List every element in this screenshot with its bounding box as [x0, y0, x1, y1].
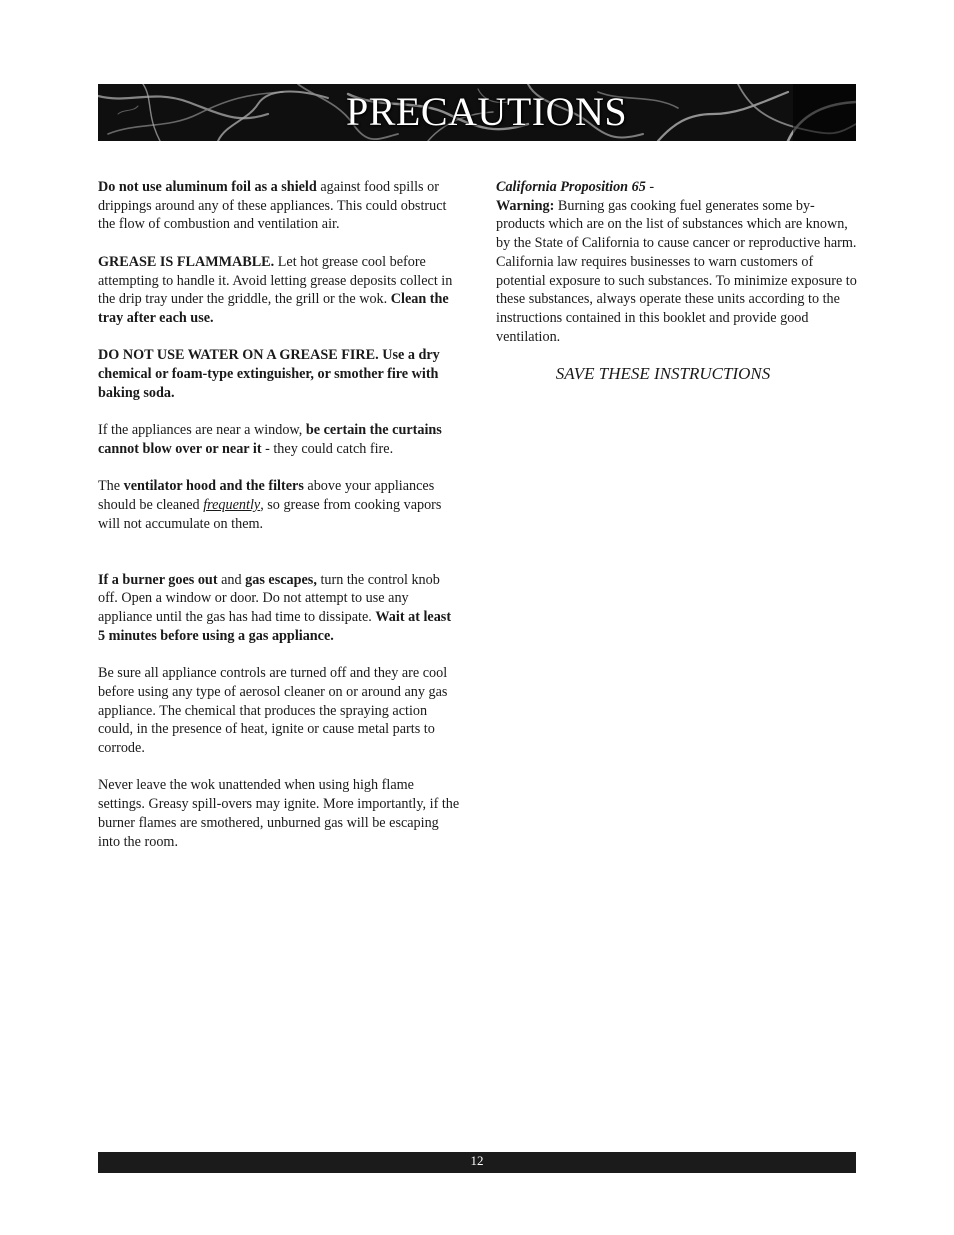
burner-out-warning	[98, 571, 460, 646]
header-banner	[98, 84, 856, 141]
curtains-warning	[98, 421, 460, 458]
bold-text: gas escapes,	[245, 571, 317, 588]
bold-text: DO NOT USE WATER ON A GREASE FIRE. Use a dry chemical or foam-type extinguisher, or smother fire with baking soda.	[98, 347, 440, 401]
prop65-dash: -	[645, 179, 655, 195]
bold-text: If a burner goes out	[98, 571, 218, 588]
body-text: Be sure all appliance controls are turned off and they are cool before using any type of aerosol cleaner on or around any gas appliance. The chemical that produces the spraying action could, in the presence of heat, ignite or cause metal parts to corrode.	[98, 665, 448, 756]
bold-text: be certain the curtains cannot blow over or near it	[98, 422, 442, 457]
aluminum-foil-warning	[98, 178, 460, 234]
body-text: The	[98, 478, 124, 495]
page-title: PRECAUTIONS	[346, 89, 628, 134]
grease-flammable-warning	[98, 253, 460, 328]
body-text: against food spills or drippings around any of these appliances. This could obstruct the flow of combustion and ventilation air.	[98, 179, 447, 233]
save-instructions: SAVE THESE INSTRUCTIONS	[555, 364, 771, 384]
bold-text: Wait at least 5 minutes before using a gas appliance.	[98, 609, 452, 644]
prop65-warning	[496, 178, 858, 346]
warning-text: Burning gas cooking fuel generates some by-products which are on the list of substances which are known, by the State of California to cause cancer or reproductive harm. California law requires businesses to warn customers of potential exposure to such substances. To minimize exposure to these substances, always operate these units according to the instructions contained in this booklet and provide good ventilation.	[496, 197, 857, 345]
body-text: turn the control knob off. Open a window or door. Do not attempt to use any appliance until the gas has had time to dissipate.	[98, 571, 440, 626]
body-text: If the appliances are near a window,	[98, 422, 306, 439]
bold-text: GREASE IS FLAMMABLE.	[98, 253, 275, 270]
underlined-text: frequently	[203, 496, 261, 513]
body-text: Never leave the wok unattended when using high flame settings. Greasy spill-overs may ignite. More importantly, if the burner flames are smothered, unburned gas will be escaping into the room.	[98, 777, 460, 850]
body-text: - they could catch fire.	[261, 440, 394, 457]
bold-text: Clean the tray after each use.	[98, 291, 449, 326]
left-column	[98, 178, 460, 870]
body-text: and	[217, 571, 246, 588]
aerosol-cleaner-warning	[98, 664, 460, 758]
wok-unattended-warning	[98, 776, 460, 851]
prop65-heading: California Proposition 65	[496, 179, 646, 195]
right-column	[496, 178, 858, 384]
bold-text: Do not use aluminum foil as a shield	[98, 179, 317, 195]
body-text: above your appliances should be cleaned	[98, 478, 435, 513]
bold-text: ventilator hood and the filters	[123, 478, 304, 495]
warning-label: Warning:	[496, 197, 555, 214]
ventilator-hood-note	[98, 477, 460, 533]
body-text: , so grease from cooking vapors will not accumulate on them.	[98, 496, 442, 532]
grease-fire-warning	[98, 346, 460, 402]
body-text: Let hot grease cool before attempting to handle it. Avoid letting grease deposits collect in the drip tray under the griddle, the grill or the wok.	[98, 253, 453, 308]
page-number: 12	[470, 1153, 484, 1168]
footer-bar	[98, 1152, 856, 1173]
